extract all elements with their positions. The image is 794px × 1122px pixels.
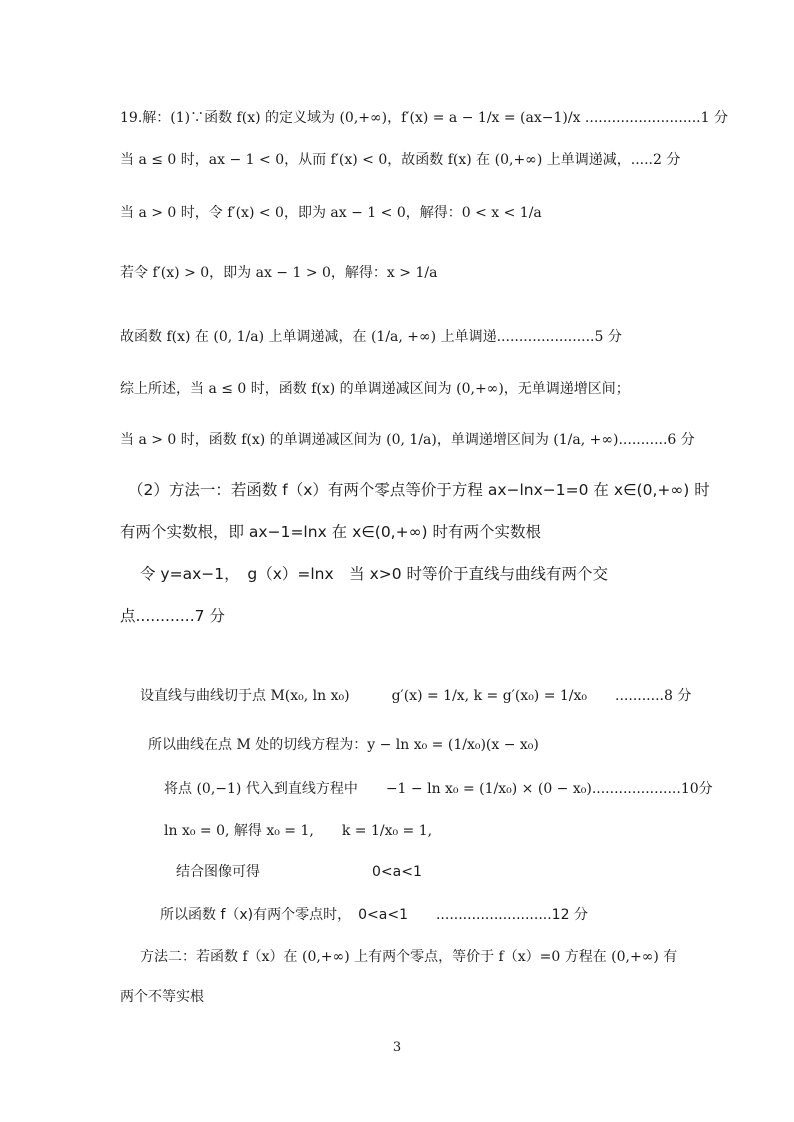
line-16: 结合图像可得 0<a<1 <box>176 864 422 880</box>
line-8: （2）方法一：若函数 f（x）有两个零点等价于方程 ax−lnx−1=0 在 x∈(0,+∞) 时 <box>128 481 710 499</box>
line-12: 设直线与曲线切于点 M(x₀, ln x₀) g′(x) = 1/x, k = g′(x₀) = 1/x₀ ...........8 分 <box>140 688 692 704</box>
line-10: 令 y=ax−1， g（x）=lnx 当 x>0 时等价于直线与曲线有两个交 <box>140 565 609 583</box>
line-18: 方法二：若函数 f（x）在 (0,+∞) 上有两个零点，等价于 f（x）=0 方程在 (0,+∞) 有 <box>140 949 678 965</box>
line-2: 当 a ≤ 0 时，ax − 1 < 0，从而 f′(x) < 0，故函数 f(x) 在 (0,+∞) 上单调递减，.....2 分 <box>120 152 681 168</box>
line-11: 点............7 分 <box>120 607 225 625</box>
line-6: 综上所述，当 a ≤ 0 时，函数 f(x) 的单调递减区间为 (0,+∞)，无单调递增区间； <box>120 381 630 397</box>
line-17: 所以函数 f（x)有两个零点时， 0<a<1 ..........................12 分 <box>160 907 588 923</box>
line-1: 19.解：(1)∵函数 f(x) 的定义域为 (0,+∞)，f′(x) = a − 1/x = (ax−1)/x ..........................1 分 <box>120 110 728 126</box>
page-number: 3 <box>392 1040 402 1055</box>
line-7: 当 a > 0 时，函数 f(x) 的单调递减区间为 (0, 1/a)，单调递增区间为 (1/a, +∞)...........6 分 <box>120 432 695 448</box>
line-9: 有两个实数根，即 ax−1=lnx 在 x∈(0,+∞) 时有两个实数根 <box>120 523 541 541</box>
line-15: ln x₀ = 0, 解得 x₀ = 1, k = 1/x₀ = 1, <box>164 823 433 839</box>
line-14: 将点 (0,−1) 代入到直线方程中 −1 − ln x₀ = (1/x₀) × (0 − x₀)....................10分 <box>164 781 713 797</box>
line-5: 故函数 f(x) 在 (0, 1/a) 上单调递减，在 (1/a, +∞) 上单调递......................5 分 <box>120 329 622 345</box>
line-3: 当 a > 0 时，令 f′(x) < 0，即为 ax − 1 < 0，解得：0 < x < 1/a <box>120 205 542 221</box>
line-13: 所以曲线在点 M 处的切线方程为：y − ln x₀ = (1/x₀)(x − x₀) <box>148 737 539 753</box>
line-19: 两个不等实根 <box>120 989 204 1005</box>
line-4: 若令 f′(x) > 0，即为 ax − 1 > 0，解得：x > 1/a <box>120 265 438 281</box>
